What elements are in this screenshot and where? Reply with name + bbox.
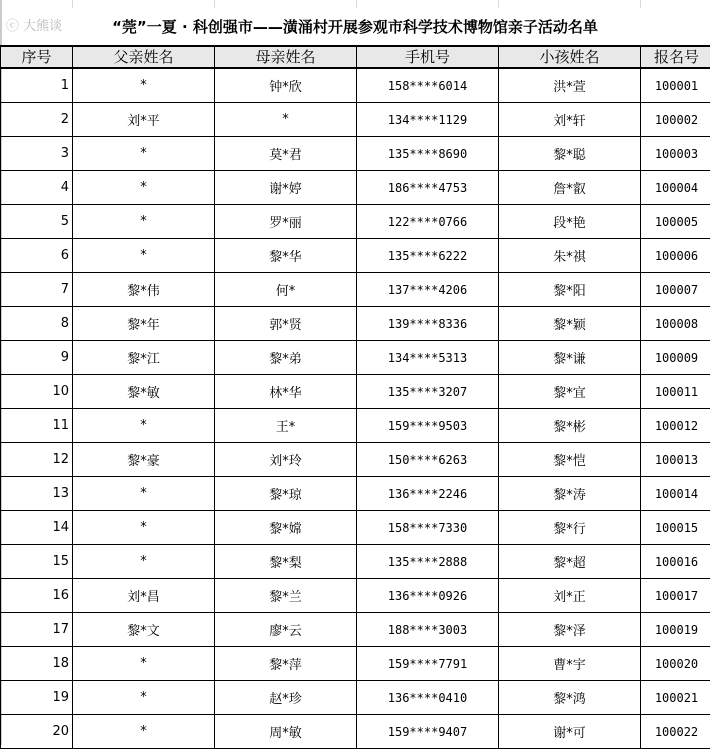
cell-index[interactable]: 4 xyxy=(1,171,73,205)
cell-child-name[interactable]: 詹*叡 xyxy=(499,171,641,205)
cell-child-name[interactable]: 黎*超 xyxy=(499,545,641,579)
cell-registration-no[interactable]: 100002 xyxy=(641,103,710,137)
cell-registration-no[interactable]: 100004 xyxy=(641,171,710,205)
cell-index[interactable]: 20 xyxy=(1,715,73,749)
watermark-text: 大熊谈 xyxy=(23,19,62,34)
cell-father-name[interactable]: * xyxy=(73,68,215,103)
cell-phone[interactable]: 135****3207 xyxy=(357,375,499,409)
cell-registration-no[interactable]: 100008 xyxy=(641,307,710,341)
cell-phone[interactable]: 135****8690 xyxy=(357,137,499,171)
cell-child-name[interactable]: 刘*轩 xyxy=(499,103,641,137)
cell-child-name[interactable]: 黎*彬 xyxy=(499,409,641,443)
cell-index[interactable]: 1 xyxy=(1,68,73,103)
cell-child-name[interactable]: 黎*涛 xyxy=(499,477,641,511)
cell-index[interactable]: 7 xyxy=(1,273,73,307)
cell-phone[interactable]: 134****1129 xyxy=(357,103,499,137)
cell-father-name[interactable]: 黎*江 xyxy=(73,341,215,375)
cell-phone[interactable]: 137****4206 xyxy=(357,273,499,307)
cell-father-name[interactable]: 黎*敏 xyxy=(73,375,215,409)
cell-child-name[interactable]: 黎*行 xyxy=(499,511,641,545)
cell-mother-name[interactable]: 黎*兰 xyxy=(215,579,357,613)
cell-phone[interactable]: 188****3003 xyxy=(357,613,499,647)
cell-index[interactable]: 18 xyxy=(1,647,73,681)
cell-index[interactable]: 15 xyxy=(1,545,73,579)
cell-phone[interactable]: 122****0766 xyxy=(357,205,499,239)
cell-mother-name[interactable]: 黎*琼 xyxy=(215,477,357,511)
cell-child-name[interactable]: 黎*泽 xyxy=(499,613,641,647)
cell-mother-name[interactable]: 刘*玲 xyxy=(215,443,357,477)
header-mother-name[interactable]: 母亲姓名 xyxy=(215,46,357,68)
cell-mother-name[interactable]: * xyxy=(215,103,357,137)
cell-index[interactable]: 17 xyxy=(1,613,73,647)
table-row xyxy=(1,443,710,477)
cell-child-name[interactable]: 黎*阳 xyxy=(499,273,641,307)
cell-father-name[interactable]: 刘*平 xyxy=(73,103,215,137)
table-row xyxy=(1,715,710,749)
cell-mother-name[interactable]: 周*敏 xyxy=(215,715,357,749)
cell-index[interactable]: 5 xyxy=(1,205,73,239)
table-row xyxy=(1,307,710,341)
cell-registration-no[interactable]: 100017 xyxy=(641,579,710,613)
column-gridlines xyxy=(0,0,710,8)
cell-phone[interactable]: 159****9407 xyxy=(357,715,499,749)
cell-mother-name[interactable]: 钟*欣 xyxy=(215,68,357,103)
cell-mother-name[interactable]: 赵*珍 xyxy=(215,681,357,715)
table-row xyxy=(1,375,710,409)
cell-child-name[interactable]: 刘*正 xyxy=(499,579,641,613)
table-row xyxy=(1,68,710,103)
cell-index[interactable]: 14 xyxy=(1,511,73,545)
cell-child-name[interactable]: 黎*恺 xyxy=(499,443,641,477)
cell-phone[interactable]: 136****2246 xyxy=(357,477,499,511)
cell-index[interactable]: 9 xyxy=(1,341,73,375)
cell-registration-no[interactable]: 100022 xyxy=(641,715,710,749)
cell-registration-no[interactable]: 100014 xyxy=(641,477,710,511)
cell-index[interactable]: 11 xyxy=(1,409,73,443)
cell-phone[interactable]: 159****7791 xyxy=(357,647,499,681)
cell-child-name[interactable]: 黎*颖 xyxy=(499,307,641,341)
cell-registration-no[interactable]: 100006 xyxy=(641,239,710,273)
table-row xyxy=(1,613,710,647)
cell-phone[interactable]: 158****7330 xyxy=(357,511,499,545)
cell-child-name[interactable]: 黎*鸿 xyxy=(499,681,641,715)
cell-registration-no[interactable]: 100021 xyxy=(641,681,710,715)
cell-father-name[interactable]: * xyxy=(73,647,215,681)
cell-child-name[interactable]: 黎*聪 xyxy=(499,137,641,171)
cell-registration-no[interactable]: 100012 xyxy=(641,409,710,443)
cell-phone[interactable]: 135****6222 xyxy=(357,239,499,273)
cell-child-name[interactable]: 曹*宇 xyxy=(499,647,641,681)
cell-registration-no[interactable]: 100007 xyxy=(641,273,710,307)
cell-mother-name[interactable]: 黎*弟 xyxy=(215,341,357,375)
cell-phone[interactable]: 186****4753 xyxy=(357,171,499,205)
cell-index[interactable]: 16 xyxy=(1,579,73,613)
cell-father-name[interactable]: * xyxy=(73,239,215,273)
header-phone[interactable]: 手机号 xyxy=(357,46,499,68)
cell-father-name[interactable]: 黎*豪 xyxy=(73,443,215,477)
cell-registration-no[interactable]: 100005 xyxy=(641,205,710,239)
cell-child-name[interactable]: 朱*祺 xyxy=(499,239,641,273)
cell-index[interactable]: 2 xyxy=(1,103,73,137)
table-row xyxy=(1,579,710,613)
cell-index[interactable]: 13 xyxy=(1,477,73,511)
cell-father-name[interactable]: * xyxy=(73,477,215,511)
cell-mother-name[interactable]: 王* xyxy=(215,409,357,443)
header-child-name[interactable]: 小孩姓名 xyxy=(499,46,641,68)
cell-father-name[interactable]: * xyxy=(73,681,215,715)
cell-father-name[interactable]: * xyxy=(73,409,215,443)
cell-father-name[interactable]: 黎*年 xyxy=(73,307,215,341)
cell-child-name[interactable]: 谢*可 xyxy=(499,715,641,749)
cell-phone[interactable]: 135****2888 xyxy=(357,545,499,579)
cell-mother-name[interactable]: 何* xyxy=(215,273,357,307)
cell-registration-no[interactable]: 100019 xyxy=(641,613,710,647)
header-father-name[interactable]: 父亲姓名 xyxy=(73,46,215,68)
cell-registration-no[interactable]: 100016 xyxy=(641,545,710,579)
cell-registration-no[interactable]: 100011 xyxy=(641,375,710,409)
cell-registration-no[interactable]: 100015 xyxy=(641,511,710,545)
cell-index[interactable]: 6 xyxy=(1,239,73,273)
cell-father-name[interactable]: * xyxy=(73,511,215,545)
table-row xyxy=(1,103,710,137)
table-row xyxy=(1,545,710,579)
table-row xyxy=(1,273,710,307)
header-registration-no[interactable]: 报名号 xyxy=(641,46,710,68)
cell-phone[interactable]: 158****6014 xyxy=(357,68,499,103)
table-row xyxy=(1,511,710,545)
cell-phone[interactable]: 136****0410 xyxy=(357,681,499,715)
cell-index[interactable]: 19 xyxy=(1,681,73,715)
table-row xyxy=(1,239,710,273)
cell-mother-name[interactable]: 林*华 xyxy=(215,375,357,409)
cell-father-name[interactable]: 黎*文 xyxy=(73,613,215,647)
cell-index[interactable]: 12 xyxy=(1,443,73,477)
cell-registration-no[interactable]: 100001 xyxy=(641,68,710,103)
cell-father-name[interactable]: * xyxy=(73,137,215,171)
cell-mother-name[interactable]: 罗*丽 xyxy=(215,205,357,239)
cell-father-name[interactable]: * xyxy=(73,545,215,579)
cell-index[interactable]: 10 xyxy=(1,375,73,409)
cell-father-name[interactable]: * xyxy=(73,171,215,205)
cell-father-name[interactable]: * xyxy=(73,205,215,239)
header-row xyxy=(1,46,710,68)
cell-mother-name[interactable]: 莫*君 xyxy=(215,137,357,171)
cell-mother-name[interactable]: 黎*萍 xyxy=(215,647,357,681)
cell-child-name[interactable]: 黎*宜 xyxy=(499,375,641,409)
cell-index[interactable]: 8 xyxy=(1,307,73,341)
table-row xyxy=(1,341,710,375)
cell-mother-name[interactable]: 谢*婷 xyxy=(215,171,357,205)
cell-phone[interactable]: 150****6263 xyxy=(357,443,499,477)
cell-father-name[interactable]: 刘*昌 xyxy=(73,579,215,613)
sheet-title[interactable]: “莞”一夏 · 科创强市——潢涌村开展参观市科学技术博物馆亲子活动名单 xyxy=(0,10,710,44)
table-row xyxy=(1,137,710,171)
cell-father-name[interactable]: * xyxy=(73,715,215,749)
table-row xyxy=(1,171,710,205)
cell-mother-name[interactable]: 郭*贤 xyxy=(215,307,357,341)
cell-phone[interactable]: 139****8336 xyxy=(357,307,499,341)
cell-phone[interactable]: 159****9503 xyxy=(357,409,499,443)
cell-child-name[interactable]: 黎*谦 xyxy=(499,341,641,375)
cell-registration-no[interactable]: 100020 xyxy=(641,647,710,681)
cell-phone[interactable]: 136****0926 xyxy=(357,579,499,613)
table-row xyxy=(1,477,710,511)
cell-mother-name[interactable]: 黎*嫦 xyxy=(215,511,357,545)
table-row xyxy=(1,409,710,443)
registration-table xyxy=(0,45,710,749)
cell-registration-no[interactable]: 100009 xyxy=(641,341,710,375)
cell-child-name[interactable]: 洪*萱 xyxy=(499,68,641,103)
cell-registration-no[interactable]: 100013 xyxy=(641,443,710,477)
cell-index[interactable]: 3 xyxy=(1,137,73,171)
cell-mother-name[interactable]: 黎*华 xyxy=(215,239,357,273)
header-index[interactable]: 序号 xyxy=(1,46,73,68)
table-row xyxy=(1,681,710,715)
cell-child-name[interactable]: 段*艳 xyxy=(499,205,641,239)
cell-mother-name[interactable]: 廖*云 xyxy=(215,613,357,647)
cell-father-name[interactable]: 黎*伟 xyxy=(73,273,215,307)
table-row xyxy=(1,205,710,239)
cell-mother-name[interactable]: 黎*梨 xyxy=(215,545,357,579)
table-row xyxy=(1,647,710,681)
watermark-logo: ⓒ 大熊谈 xyxy=(6,19,62,35)
cell-phone[interactable]: 134****5313 xyxy=(357,341,499,375)
cell-registration-no[interactable]: 100003 xyxy=(641,137,710,171)
